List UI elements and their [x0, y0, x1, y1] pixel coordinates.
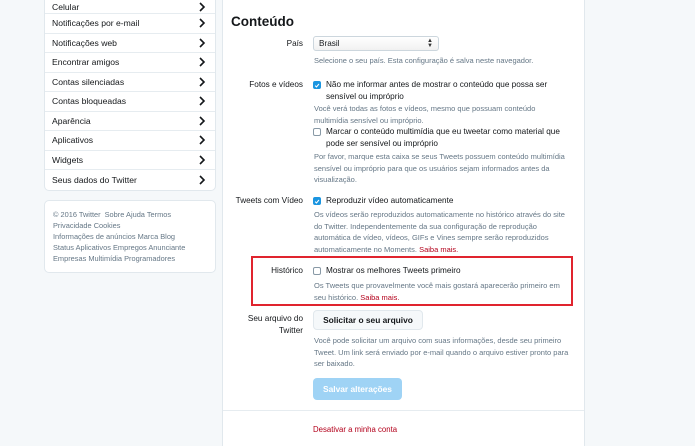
select-arrows-icon: ▲ ▼ — [427, 37, 433, 49]
chevron-right-icon — [197, 175, 207, 185]
chevron-right-icon — [197, 155, 207, 165]
content-settings-panel — [222, 0, 585, 446]
sidebar-item-find-friends[interactable] — [45, 53, 215, 73]
media-option-help: Você verá todas as fotos e vídeos, mesmo que possuam conteúdo multimídia sensível ou impróprio. — [314, 104, 536, 125]
video-autoplay-option — [313, 195, 568, 207]
sidebar-item-label: Celular — [52, 1, 80, 12]
country-help: Selecione o seu país. Esta configuração é salva neste navegador. — [314, 56, 534, 65]
footer-link-terms[interactable]: Termos — [146, 210, 172, 219]
sidebar-item-label: Aplicativos — [52, 135, 94, 146]
history-learn-more-link[interactable]: Saiba mais. — [360, 292, 400, 302]
chevron-right-icon — [197, 57, 207, 67]
footer-link-advertise[interactable]: Anunciante — [148, 243, 186, 252]
footer-link-about[interactable]: Sobre — [104, 210, 125, 219]
chevron-right-icon — [197, 18, 207, 28]
sidebar-item-label: Aparência — [52, 115, 91, 126]
sidebar-item-widgets[interactable] — [45, 151, 215, 171]
sidebar-item-email-notifications[interactable] — [45, 14, 215, 34]
footer-link-brand[interactable]: Marca — [137, 232, 159, 241]
deactivate-account-link[interactable]: Desativar a minha conta — [313, 425, 398, 434]
checkmark-icon — [314, 198, 320, 205]
sidebar-item-label: Contas silenciadas — [52, 76, 125, 87]
mark-sensitive-help: Por favor, marque esta caixa se seus Tweets possuem conteúdo multimídia sensível ou impróprio para que os usuários sejam informados antes da visualização. — [314, 152, 565, 184]
country-label: País — [286, 39, 303, 48]
media-option-mark-sensitive — [313, 126, 568, 150]
best-tweets-first-option — [313, 265, 568, 277]
history-label: Histórico — [271, 266, 303, 275]
country-select[interactable] — [313, 36, 439, 51]
sidebar-item-apps[interactable] — [45, 131, 215, 151]
media-option-no-warning — [313, 79, 568, 103]
sidebar-item-appearance[interactable] — [45, 112, 215, 132]
sidebar-item-muted-accounts[interactable] — [45, 73, 215, 93]
footer-link-privacy[interactable]: Privacidade — [53, 221, 92, 230]
mark-media-sensitive-checkbox[interactable] — [313, 128, 321, 136]
settings-sidebar — [44, 0, 216, 191]
site-footer — [44, 200, 216, 273]
divider — [223, 410, 584, 411]
checkmark-icon — [314, 82, 320, 89]
sidebar-item-label: Notificações por e-mail — [52, 18, 140, 29]
sidebar-item-label: Encontrar amigos — [52, 57, 120, 68]
sidebar-item-label: Contas bloqueadas — [52, 96, 127, 107]
sidebar-item-label: Widgets — [52, 154, 84, 165]
sidebar-item-your-twitter-data[interactable] — [45, 170, 215, 190]
best-tweets-first-label: Mostrar os melhores Tweets primeiro — [326, 266, 461, 275]
sidebar-item-blocked-accounts[interactable] — [45, 92, 215, 112]
best-tweets-first-checkbox[interactable] — [313, 267, 321, 275]
page-title: Conteúdo — [231, 14, 294, 29]
autoplay-help — [314, 209, 569, 255]
video-tweets-label: Tweets com Vídeo — [235, 196, 303, 205]
sidebar-item-celular[interactable] — [45, 0, 215, 14]
history-help — [314, 280, 569, 303]
sidebar-item-web-notifications[interactable] — [45, 34, 215, 54]
media-option-label: Não me informar antes de mostrar o conteúdo que possa ser sensível ou impróprio — [326, 80, 548, 101]
footer-link-business[interactable]: Empresas — [53, 254, 87, 263]
save-changes-button[interactable]: Salvar alterações — [313, 378, 402, 400]
autoplay-label: Reproduzir vídeo automaticamente — [326, 196, 454, 205]
chevron-right-icon — [197, 96, 207, 106]
footer-copyright: © 2016 Twitter — [53, 210, 101, 219]
footer-link-status[interactable]: Status — [53, 243, 74, 252]
footer-link-blog[interactable]: Blog — [160, 232, 176, 241]
sidebar-item-label: Seus dados do Twitter — [52, 174, 137, 185]
media-label: Fotos e vídeos — [249, 80, 303, 89]
media-sensitive-checkbox[interactable] — [313, 81, 321, 89]
footer-link-developers[interactable]: Programadores — [124, 254, 176, 263]
sidebar-item-label: Notificações web — [52, 37, 117, 48]
media-option-label: Marcar o conteúdo multimídia que eu tweetar como material que pode ser sensível ou impróprio — [326, 127, 560, 148]
footer-link-help[interactable]: Ajuda — [126, 210, 145, 219]
footer-link-apps[interactable]: Aplicativos — [75, 243, 111, 252]
request-archive-button[interactable]: Solicitar o seu arquivo — [313, 310, 423, 330]
chevron-right-icon — [197, 116, 207, 126]
footer-link-cookies[interactable]: Cookies — [93, 221, 121, 230]
chevron-right-icon — [197, 135, 207, 145]
country-select-value: Brasil — [319, 39, 340, 48]
autoplay-help-text: Os vídeos serão reproduzidos automaticamente no histórico através do site do Twitter. Independentemente da sua configuração de reprodução automática de vídeo, vídeos, GIFs e Vines sempre serão reproduzidos automaticamente no Moments. — [314, 210, 565, 254]
footer-link-media[interactable]: Multimídia — [88, 254, 123, 263]
chevron-right-icon — [197, 2, 207, 12]
footer-link-ads-info[interactable]: Informações de anúncios — [53, 232, 136, 241]
footer-link-jobs[interactable]: Empregos — [113, 243, 147, 252]
archive-help: Você pode solicitar um arquivo com suas informações, desde seu primeiro Tweet. Um link será enviado por e-mail quando o arquivo estiver pronto para ser baixado. — [314, 336, 569, 368]
chevron-right-icon — [197, 38, 207, 48]
archive-label: Seu arquivo do Twitter — [247, 314, 303, 335]
autoplay-checkbox[interactable] — [313, 197, 321, 205]
chevron-right-icon — [197, 77, 207, 87]
autoplay-learn-more-link[interactable]: Saiba mais. — [419, 244, 459, 254]
history-help-text: Os Tweets que provavelmente você mais gostará aparecerão primeiro em seu histórico. — [314, 281, 560, 302]
